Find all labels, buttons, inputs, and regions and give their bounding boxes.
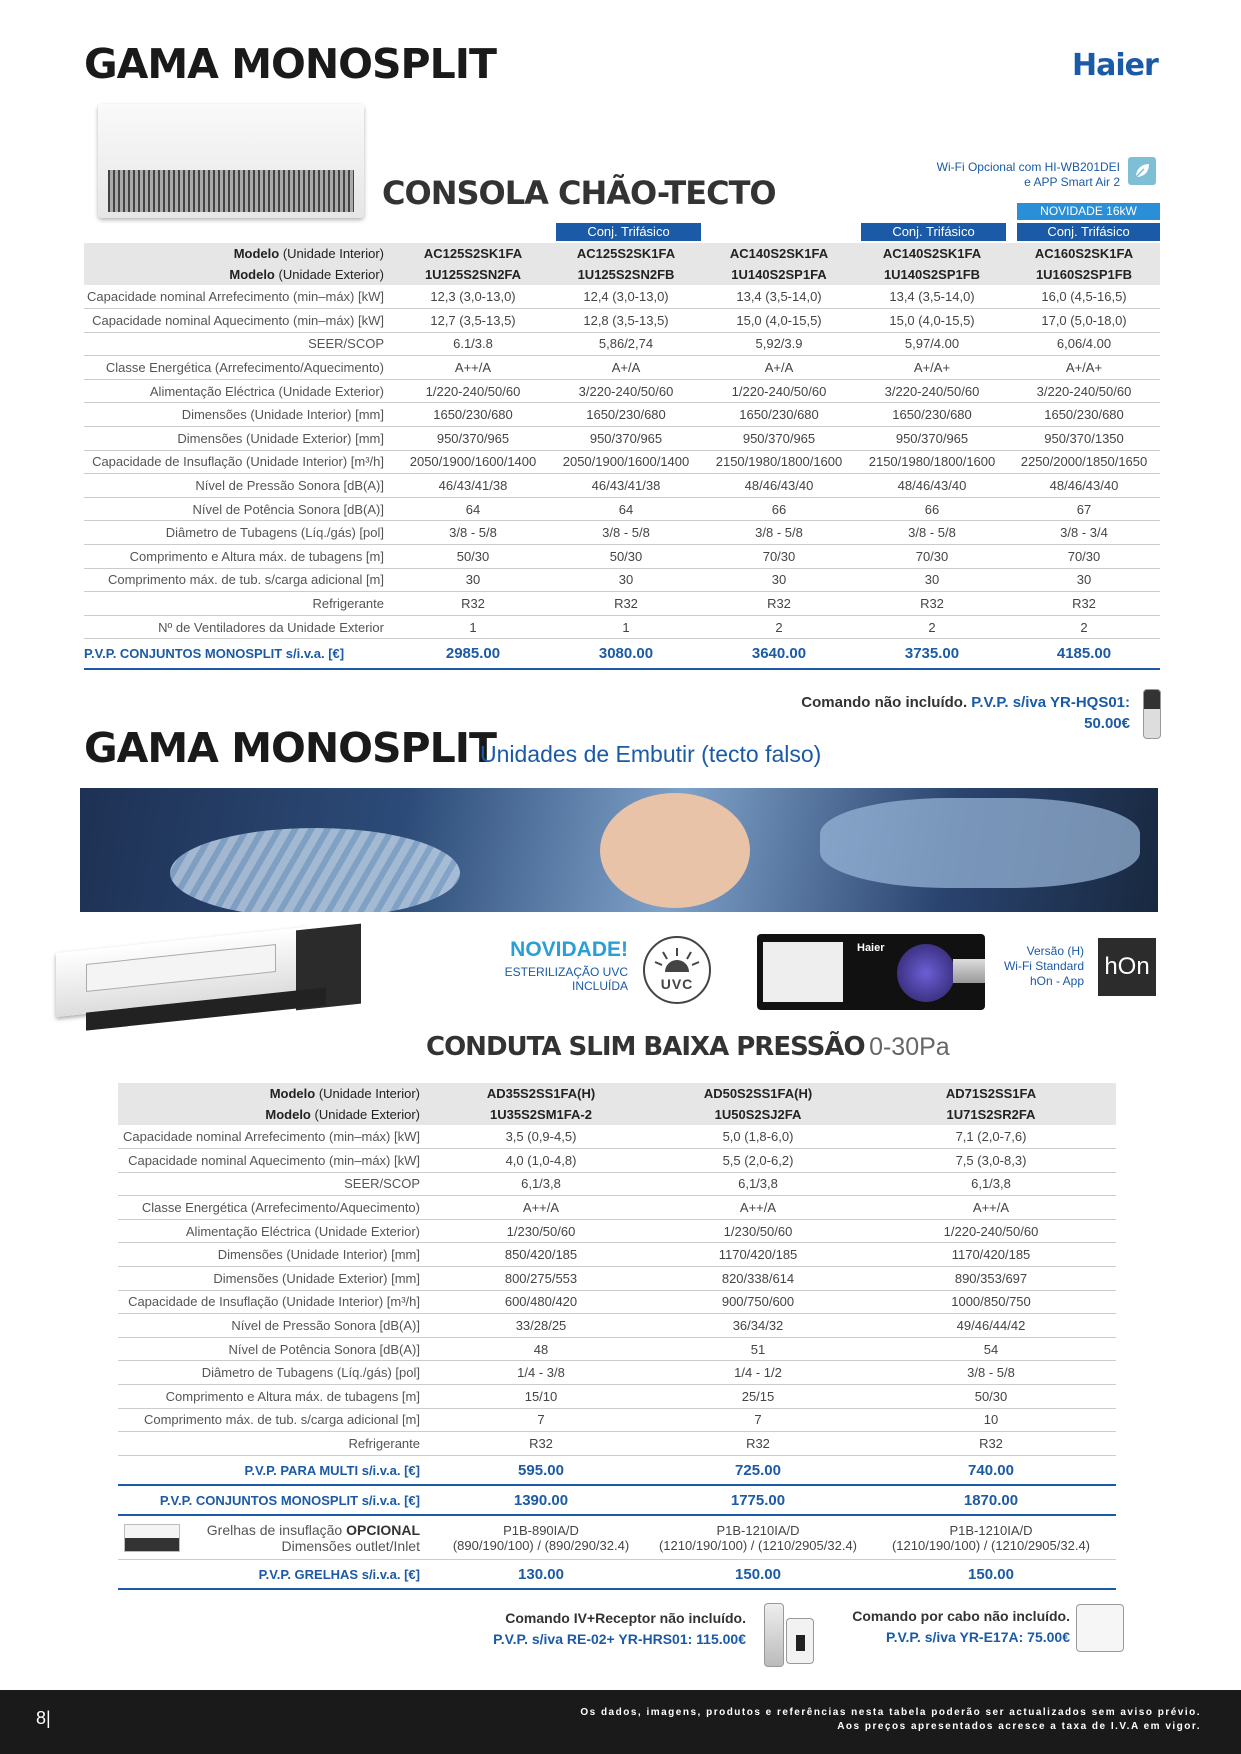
spec-value: 600/480/420 — [432, 1290, 650, 1314]
grille-model: P1B-1210IA/D — [716, 1522, 800, 1538]
spec-value: 6,1/3,8 — [650, 1172, 866, 1196]
model-interior-row — [84, 243, 1160, 264]
spec-value: 30 — [856, 568, 1008, 592]
console-spec-table — [84, 243, 1160, 670]
spec-value: 1650/230/680 — [550, 403, 702, 427]
spec-value: 7,1 (2,0-7,6) — [866, 1125, 1116, 1149]
spec-label: Diâmetro de Tubagens (Líq./gás) [pol] — [118, 1361, 432, 1385]
spec-row — [84, 474, 1160, 498]
model-interior-label — [118, 1083, 432, 1104]
price-row-conjuntos — [118, 1485, 1116, 1515]
spec-value: 48/46/43/40 — [1008, 474, 1160, 498]
spec-label: Refrigerante — [84, 592, 396, 616]
spec-value: 7,5 (3,0-8,3) — [866, 1149, 1116, 1173]
haier-logo: Haier — [1072, 48, 1158, 83]
section1-title: CONSOLA CHÃO-TECTO — [382, 174, 776, 212]
spec-row — [118, 1290, 1116, 1314]
spec-value: 30 — [702, 568, 856, 592]
spec-value: 70/30 — [856, 545, 1008, 569]
model-cell: AC125S2SK1FA — [550, 243, 702, 264]
grille-value — [432, 1515, 650, 1559]
spec-label: Classe Energética (Arrefecimento/Aquecimento) — [84, 356, 396, 380]
price-value: 725.00 — [650, 1455, 866, 1485]
section2-title: GAMA MONOSPLIT — [84, 724, 496, 772]
spec-value: 1 — [396, 615, 550, 639]
model-cell: AD71S2SS1FA — [866, 1083, 1116, 1104]
model-exterior-row — [84, 264, 1160, 285]
model-label-sub: (Unidade Interior) — [282, 246, 384, 261]
spec-value: 66 — [856, 497, 1008, 521]
spec-value: 16,0 (4,5-16,5) — [1008, 285, 1160, 309]
spec-value: 30 — [550, 568, 702, 592]
spec-value: 3/220-240/50/60 — [1008, 379, 1160, 403]
uvc-line1: ESTERILIZAÇÃO UVC — [504, 965, 628, 979]
model-cell: AC140S2SK1FA — [856, 243, 1008, 264]
spec-label: Alimentação Eléctrica (Unidade Exterior) — [84, 379, 396, 403]
spec-value: 36/34/32 — [650, 1314, 866, 1338]
price-value: 595.00 — [432, 1455, 650, 1485]
spec-row — [118, 1149, 1116, 1173]
model-interior-row — [118, 1083, 1116, 1104]
spec-row — [84, 450, 1160, 474]
footer-disclaimer — [580, 1706, 1201, 1734]
hon-app-icon — [1098, 938, 1156, 996]
model-cell: 1U160S2SP1FB — [1008, 264, 1160, 285]
ir-receiver-image — [786, 1618, 814, 1664]
spec-row — [84, 497, 1160, 521]
spec-value: 5,86/2,74 — [550, 332, 702, 356]
spec-value: 46/43/41/38 — [550, 474, 702, 498]
model-cell: AD50S2SS1FA(H) — [650, 1083, 866, 1104]
price-value: 1870.00 — [866, 1485, 1116, 1515]
spec-label: Classe Energética (Arrefecimento/Aquecimento) — [118, 1196, 432, 1220]
spec-value: 3/8 - 5/8 — [866, 1361, 1116, 1385]
model-exterior-row — [118, 1104, 1116, 1125]
spec-value: 1170/420/185 — [866, 1243, 1116, 1267]
spec-row — [118, 1337, 1116, 1361]
spec-value: 33/28/25 — [432, 1314, 650, 1338]
spec-value: 3/8 - 3/4 — [1008, 521, 1160, 545]
spec-label: Capacidade de Insuflação (Unidade Interior) [m³/h] — [84, 450, 396, 474]
spec-value: 50/30 — [550, 545, 702, 569]
spec-row — [84, 427, 1160, 451]
spec-value: 12,3 (3,0-13,0) — [396, 285, 550, 309]
price-value: 3080.00 — [550, 639, 702, 669]
spec-value: 950/370/965 — [550, 427, 702, 451]
duct-range-text: 0-30Pa — [869, 1033, 950, 1061]
spec-value: 49/46/44/42 — [866, 1314, 1116, 1338]
wired-remote-line1: Comando por cabo não incluído. — [852, 1608, 1070, 1624]
price-row-conjuntos — [84, 639, 1160, 669]
spec-value: 6,06/4.00 — [1008, 332, 1160, 356]
spec-value: 1/4 - 1/2 — [650, 1361, 866, 1385]
price-row-grelhas — [118, 1559, 1116, 1589]
spec-value: A++/A — [432, 1196, 650, 1220]
spec-value: 3,5 (0,9-4,5) — [432, 1125, 650, 1149]
spec-value: 1000/850/750 — [866, 1290, 1116, 1314]
spec-value: A++/A — [866, 1196, 1116, 1220]
spec-label: SEER/SCOP — [118, 1172, 432, 1196]
model-cell: 1U71S2SR2FA — [866, 1104, 1116, 1125]
sleeping-baby-photo — [80, 788, 1158, 912]
spec-label: Nível de Pressão Sonora [dB(A)] — [118, 1314, 432, 1338]
wired-remote-note — [826, 1606, 1070, 1648]
spec-value: 25/15 — [650, 1385, 866, 1409]
model-cell: 1U35S2SM1FA-2 — [432, 1104, 650, 1125]
grille-value — [650, 1515, 866, 1559]
spec-value: 1/220-240/50/60 — [702, 379, 856, 403]
hon-note — [960, 944, 1084, 989]
price-row-conjuntos-label: P.V.P. CONJUNTOS MONOSPLIT s/i.v.a. [€] — [118, 1485, 432, 1515]
model-interior-label — [84, 243, 396, 264]
spec-value: 2250/2000/1850/1650 — [1008, 450, 1160, 474]
spec-value: 3/8 - 5/8 — [396, 521, 550, 545]
spec-value: 1/230/50/60 — [432, 1219, 650, 1243]
spec-value: 1170/420/185 — [650, 1243, 866, 1267]
spec-value: 1650/230/680 — [396, 403, 550, 427]
spec-value: 5,5 (2,0-6,2) — [650, 1149, 866, 1173]
spec-value: 7 — [432, 1408, 650, 1432]
spec-value: 1650/230/680 — [856, 403, 1008, 427]
hon-line2: Wi-Fi Standard — [1003, 959, 1084, 973]
spec-label: Capacidade nominal Aquecimento (min–máx) [kW] — [84, 309, 396, 333]
spec-value: 50/30 — [396, 545, 550, 569]
wifi-note-line2: e APP Smart Air 2 — [1024, 175, 1120, 189]
price-row-grelhas-label: P.V.P. GRELHAS s/i.v.a. [€] — [118, 1559, 432, 1589]
spec-label: Capacidade nominal Arrefecimento (min–máx) [kW] — [118, 1125, 432, 1149]
price-value: 3735.00 — [856, 639, 1008, 669]
spec-row — [118, 1267, 1116, 1291]
spec-value: 2150/1980/1800/1600 — [856, 450, 1008, 474]
spec-row — [84, 615, 1160, 639]
price-value: 3640.00 — [702, 639, 856, 669]
spec-value: 5,92/3.9 — [702, 332, 856, 356]
spec-value: 64 — [550, 497, 702, 521]
spec-row — [118, 1172, 1116, 1196]
spec-value: 7 — [650, 1408, 866, 1432]
spec-value: 1/230/50/60 — [650, 1219, 866, 1243]
hon-line1: Versão (H) — [1026, 944, 1084, 958]
page-number: 8| — [36, 1708, 51, 1728]
footer-bar — [0, 1690, 1241, 1754]
spec-value: 900/750/600 — [650, 1290, 866, 1314]
spec-value: 70/30 — [702, 545, 856, 569]
spec-value: R32 — [650, 1432, 866, 1456]
spec-value: 13,4 (3,5-14,0) — [856, 285, 1008, 309]
price-row-multi-label: P.V.P. PARA MULTI s/i.v.a. [€] — [118, 1455, 432, 1485]
hon-badge-text: hOn — [1104, 953, 1150, 980]
spec-value: 5,0 (1,8-6,0) — [650, 1125, 866, 1149]
spec-value: 5,97/4.00 — [856, 332, 1008, 356]
spec-value: R32 — [1008, 592, 1160, 616]
spec-value: 1650/230/680 — [1008, 403, 1160, 427]
price-value: 2985.00 — [396, 639, 550, 669]
model-cell: AC160S2SK1FA — [1008, 243, 1160, 264]
spec-row — [118, 1361, 1116, 1385]
spec-value: A+/A — [550, 356, 702, 380]
spec-value: 950/370/1350 — [1008, 427, 1160, 451]
novidade-block — [470, 938, 628, 993]
spec-value: 10 — [866, 1408, 1116, 1432]
spec-label: Dimensões (Unidade Interior) [mm] — [118, 1243, 432, 1267]
spec-value: 3/8 - 5/8 — [702, 521, 856, 545]
price-value: 1775.00 — [650, 1485, 866, 1515]
spec-row — [84, 521, 1160, 545]
spec-value: 3/220-240/50/60 — [856, 379, 1008, 403]
spec-row — [118, 1385, 1116, 1409]
model-label-bold: Modelo — [233, 246, 280, 261]
duct-spec-table — [118, 1083, 1116, 1590]
spec-label: Dimensões (Unidade Exterior) [mm] — [118, 1267, 432, 1291]
model-cell: AD35S2SS1FA(H) — [432, 1083, 650, 1104]
remote-note-text: Comando não incluído. — [801, 694, 968, 711]
uvc-badge-text: UVC — [660, 976, 694, 992]
uvc-line2: INCLUÍDA — [571, 979, 628, 993]
spec-value: 6,1/3,8 — [432, 1172, 650, 1196]
price-row-conjuntos-label: P.V.P. CONJUNTOS MONOSPLIT s/i.v.a. [€] — [84, 639, 396, 669]
spec-value: 3/220-240/50/60 — [550, 379, 702, 403]
mini-haier-logo: Haier — [857, 942, 885, 954]
wired-remote-line2: P.V.P. s/iva YR-E17A: 75.00€ — [886, 1629, 1070, 1645]
spec-label: Comprimento máx. de tub. s/carga adicional [m] — [118, 1408, 432, 1432]
spec-value: 64 — [396, 497, 550, 521]
spec-label: Comprimento máx. de tub. s/carga adicional [m] — [84, 568, 396, 592]
remote-note-model: P.V.P. s/iva YR-HQS01: — [971, 694, 1130, 711]
spec-value: 30 — [1008, 568, 1160, 592]
spec-value: A+/A+ — [1008, 356, 1160, 380]
spec-value: 2 — [856, 615, 1008, 639]
grille-label — [118, 1515, 432, 1559]
grille-dims: (890/190/100) / (890/290/32.4) — [452, 1537, 630, 1553]
model-label-sub: (Unidade Exterior) — [278, 267, 384, 282]
uvc-icon — [643, 936, 711, 1004]
spec-value: 2050/1900/1600/1400 — [396, 450, 550, 474]
page-title: GAMA MONOSPLIT — [84, 40, 496, 88]
grille-value — [866, 1515, 1116, 1559]
footer-note-1: Os dados, imagens, produtos e referências nesta tabela poderão ser actualizados sem aviso prévio. — [580, 1707, 1201, 1718]
price-value: 1390.00 — [432, 1485, 650, 1515]
page-number-text: 8 — [36, 1708, 47, 1728]
model-cell: AC140S2SK1FA — [702, 243, 856, 264]
spec-value: R32 — [550, 592, 702, 616]
spec-value: 4,0 (1,0-4,8) — [432, 1149, 650, 1173]
grille-image — [124, 1524, 180, 1552]
ir-remote-line1: Comando IV+Receptor não incluído. — [505, 1610, 746, 1626]
spec-value: A++/A — [650, 1196, 866, 1220]
spec-value: 48 — [432, 1337, 650, 1361]
spec-label: Capacidade nominal Aquecimento (min–máx) [kW] — [118, 1149, 432, 1173]
spec-label: Nº de Ventiladores da Unidade Exterior — [84, 615, 396, 639]
model-cell: 1U50S2SJ2FA — [650, 1104, 866, 1125]
spec-value: 46/43/41/38 — [396, 474, 550, 498]
grille-dims: (1210/190/100) / (1210/2905/32.4) — [658, 1537, 858, 1553]
spec-label: Comprimento e Altura máx. de tubagens [m] — [84, 545, 396, 569]
footer-note-2: Aos preços apresentados acresce a taxa de I.V.A em vigor. — [837, 1721, 1201, 1732]
spec-value: 2050/1900/1600/1400 — [550, 450, 702, 474]
model-exterior-label — [118, 1104, 432, 1125]
spec-value: 1/220-240/50/60 — [866, 1219, 1116, 1243]
spec-value: 950/370/965 — [702, 427, 856, 451]
spec-label: Dimensões (Unidade Exterior) [mm] — [84, 427, 396, 451]
spec-value: 6,1/3,8 — [866, 1172, 1116, 1196]
spec-row — [84, 403, 1160, 427]
spec-value: 51 — [650, 1337, 866, 1361]
spec-value: 2 — [1008, 615, 1160, 639]
spec-value: 800/275/553 — [432, 1267, 650, 1291]
model-label-bold: Modelo — [229, 267, 275, 282]
spec-value: 1650/230/680 — [702, 403, 856, 427]
spec-value: 48/46/43/40 — [702, 474, 856, 498]
duct-unit-image — [56, 922, 364, 1018]
remote-note-price: 50.00€ — [1084, 715, 1130, 732]
ir-remote-note — [400, 1608, 746, 1650]
spec-value: 3/8 - 5/8 — [856, 521, 1008, 545]
wired-remote-image — [1076, 1604, 1124, 1652]
model-exterior-label — [84, 264, 396, 285]
spec-value: 2150/1980/1800/1600 — [702, 450, 856, 474]
spec-row — [118, 1196, 1116, 1220]
spec-row — [84, 379, 1160, 403]
spec-row — [118, 1243, 1116, 1267]
spec-value: 17,0 (5,0-18,0) — [1008, 309, 1160, 333]
spec-value: 1 — [550, 615, 702, 639]
spec-value: 6.1/3.8 — [396, 332, 550, 356]
spec-value: 3/8 - 5/8 — [550, 521, 702, 545]
spec-row — [84, 285, 1160, 309]
spec-row — [84, 332, 1160, 356]
spec-value: A+/A+ — [856, 356, 1008, 380]
novidade-label: NOVIDADE! — [510, 938, 628, 961]
spec-value: 54 — [866, 1337, 1116, 1361]
novidade-16kw-tag: NOVIDADE 16kW — [1017, 203, 1160, 220]
ir-remote-image — [764, 1603, 784, 1667]
spec-value: 950/370/965 — [856, 427, 1008, 451]
spec-value: R32 — [866, 1432, 1116, 1456]
remote-note — [700, 692, 1130, 734]
price-value: 740.00 — [866, 1455, 1116, 1485]
grille-label-text: Grelhas de insuflação — [206, 1521, 343, 1538]
spec-value: 15/10 — [432, 1385, 650, 1409]
spec-row — [118, 1314, 1116, 1338]
spec-value: R32 — [702, 592, 856, 616]
hon-line3: hOn - App — [1029, 974, 1084, 988]
spec-value: 950/370/965 — [396, 427, 550, 451]
spec-row — [84, 356, 1160, 380]
spec-row — [118, 1219, 1116, 1243]
spec-label: Refrigerante — [118, 1432, 432, 1456]
price-value: 4185.00 — [1008, 639, 1160, 669]
spec-label: Nível de Potência Sonora [dB(A)] — [84, 497, 396, 521]
price-value: 130.00 — [432, 1559, 650, 1589]
model-label-bold: Modelo — [265, 1107, 311, 1122]
trifasico-tag-2: Conj. Trifásico — [556, 223, 701, 241]
spec-label: SEER/SCOP — [84, 332, 396, 356]
spec-value: 15,0 (4,0-15,5) — [702, 309, 856, 333]
spec-row — [118, 1432, 1116, 1456]
spec-label: Diâmetro de Tubagens (Líq./gás) [pol] — [84, 521, 396, 545]
spec-value: 1/4 - 3/8 — [432, 1361, 650, 1385]
spec-value: 66 — [702, 497, 856, 521]
spec-value: A+/A — [702, 356, 856, 380]
spec-label: Dimensões (Unidade Interior) [mm] — [84, 403, 396, 427]
spec-value: 30 — [396, 568, 550, 592]
spec-value: 13,4 (3,5-14,0) — [702, 285, 856, 309]
price-row-multi — [118, 1455, 1116, 1485]
spec-value: R32 — [856, 592, 1008, 616]
spec-value: 820/338/614 — [650, 1267, 866, 1291]
spec-value: 70/30 — [1008, 545, 1160, 569]
spec-label: Nível de Pressão Sonora [dB(A)] — [84, 474, 396, 498]
grille-optional-text: OPCIONAL — [346, 1521, 420, 1538]
spec-label: Capacidade nominal Arrefecimento (min–máx) [kW] — [84, 285, 396, 309]
duct-title-text: CONDUTA SLIM BAIXA PRESSÃO — [426, 1032, 865, 1062]
model-cell: 1U125S2SN2FA — [396, 264, 550, 285]
model-cell: 1U140S2SP1FA — [702, 264, 856, 285]
spec-value: 67 — [1008, 497, 1160, 521]
spec-value: 48/46/43/40 — [856, 474, 1008, 498]
spec-row — [84, 309, 1160, 333]
trifasico-tag-4: Conj. Trifásico — [861, 223, 1006, 241]
grille-dims: (1210/190/100) / (1210/2905/32.4) — [891, 1537, 1091, 1553]
spec-value: 2 — [702, 615, 856, 639]
remote-image — [1143, 689, 1161, 739]
spec-value: 850/420/185 — [432, 1243, 650, 1267]
ir-remote-line2: P.V.P. s/iva RE-02+ YR-HRS01: 115.00€ — [493, 1631, 746, 1647]
model-cell: AC125S2SK1FA — [396, 243, 550, 264]
spec-value: R32 — [432, 1432, 650, 1456]
leaf-icon — [1128, 157, 1156, 185]
spec-label: Alimentação Eléctrica (Unidade Exterior) — [118, 1219, 432, 1243]
model-label-sub: (Unidade Exterior) — [314, 1107, 420, 1122]
spec-label: Nível de Potência Sonora [dB(A)] — [118, 1337, 432, 1361]
spec-row — [84, 592, 1160, 616]
grille-row — [118, 1515, 1116, 1559]
grille-dims-label: Dimensões outlet/Inlet — [281, 1537, 420, 1554]
spec-row — [118, 1408, 1116, 1432]
spec-value: R32 — [396, 592, 550, 616]
spec-value: 12,4 (3,0-13,0) — [550, 285, 702, 309]
wifi-note — [880, 160, 1120, 190]
price-value: 150.00 — [866, 1559, 1116, 1589]
model-label-bold: Modelo — [269, 1086, 316, 1101]
duct-product-title — [426, 1032, 950, 1062]
spec-value: 12,8 (3,5-13,5) — [550, 309, 702, 333]
model-cell: 1U125S2SN2FB — [550, 264, 702, 285]
grille-model: P1B-890IA/D — [503, 1522, 579, 1538]
wifi-note-line1: Wi-Fi Opcional com HI-WB201DEI — [936, 160, 1120, 174]
grille-model: P1B-1210IA/D — [949, 1522, 1033, 1538]
spec-label: Comprimento e Altura máx. de tubagens [m] — [118, 1385, 432, 1409]
spec-row — [84, 545, 1160, 569]
spec-value: 15,0 (4,0-15,5) — [856, 309, 1008, 333]
spec-row — [118, 1125, 1116, 1149]
spec-value: 50/30 — [866, 1385, 1116, 1409]
ceiling-floor-unit-image — [98, 104, 364, 218]
model-label-sub: (Unidade Interior) — [318, 1086, 420, 1101]
spec-value: 890/353/697 — [866, 1267, 1116, 1291]
model-cell: 1U140S2SP1FB — [856, 264, 1008, 285]
section2-subtitle: Unidades de Embutir (tecto falso) — [480, 741, 822, 767]
spec-row — [84, 568, 1160, 592]
spec-value: A++/A — [396, 356, 550, 380]
spec-value: 1/220-240/50/60 — [396, 379, 550, 403]
trifasico-tag-5: Conj. Trifásico — [1017, 223, 1160, 241]
price-value: 150.00 — [650, 1559, 866, 1589]
spec-value: 12,7 (3,5-13,5) — [396, 309, 550, 333]
spec-label: Capacidade de Insuflação (Unidade Interior) [m³/h] — [118, 1290, 432, 1314]
uvc-lamp-image — [757, 934, 985, 1010]
